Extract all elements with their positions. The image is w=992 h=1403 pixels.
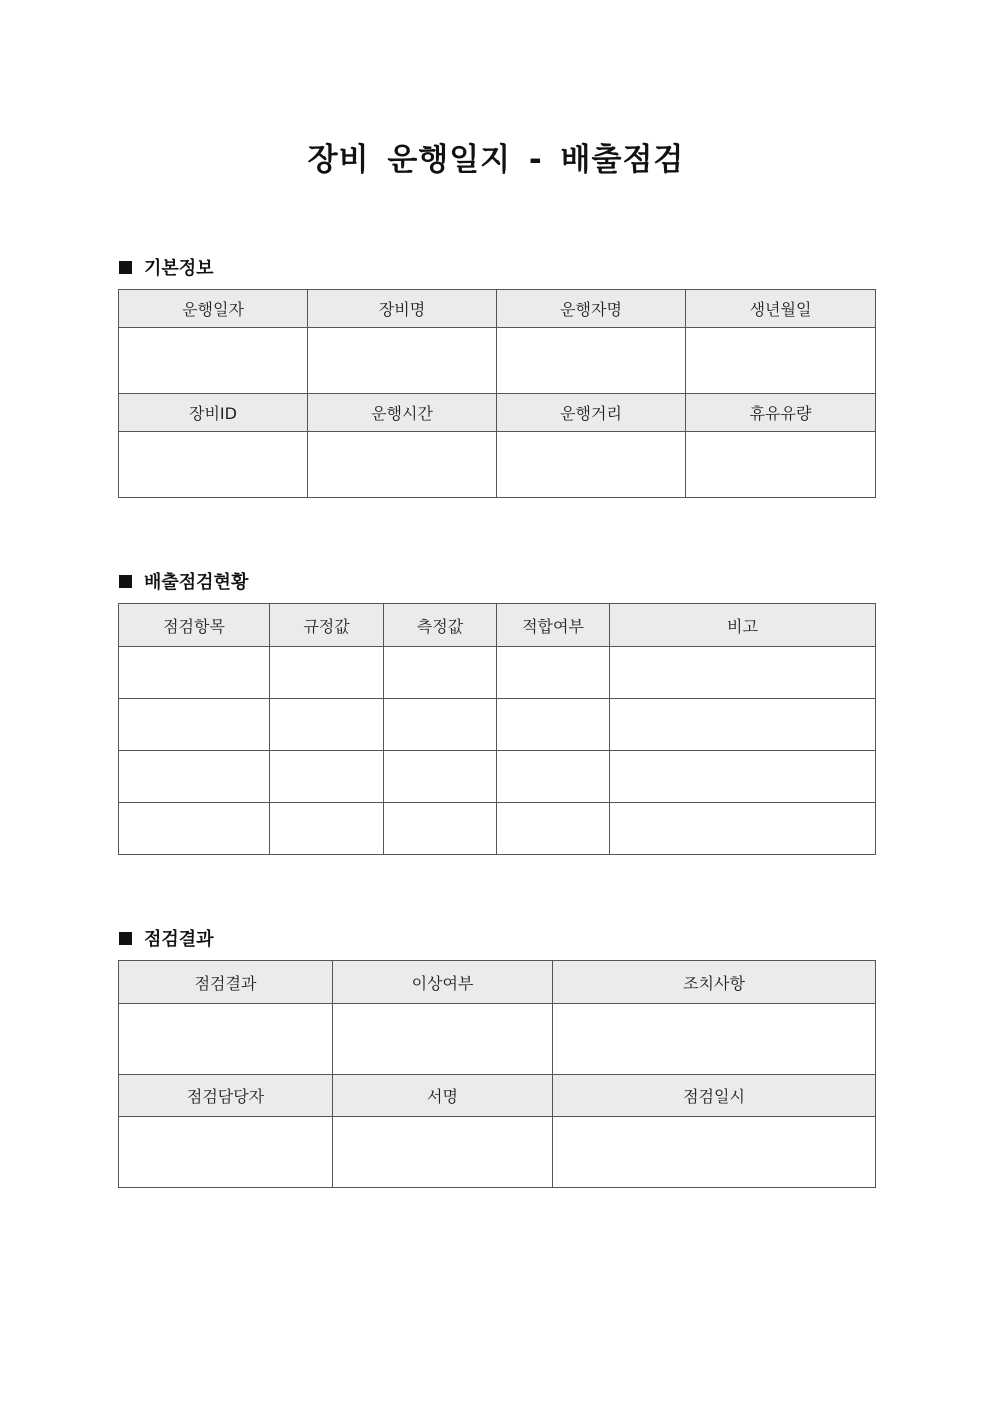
value-cell[interactable]	[610, 647, 876, 699]
value-cell[interactable]	[610, 803, 876, 855]
header-cell: 측정값	[384, 604, 497, 647]
header-cell: 운행시간	[308, 394, 497, 432]
header-cell: 운행거리	[497, 394, 686, 432]
header-cell: 이상여부	[333, 961, 553, 1004]
value-cell-birth-date[interactable]	[686, 328, 876, 394]
table-row	[119, 647, 876, 699]
value-cell-equipment-name[interactable]	[308, 328, 497, 394]
value-cell[interactable]	[384, 699, 497, 751]
square-bullet-icon	[119, 932, 132, 945]
header-cell: 휴유유량	[686, 394, 876, 432]
value-cell[interactable]	[119, 751, 270, 803]
section-heading-basic	[119, 254, 214, 280]
value-cell[interactable]	[497, 803, 610, 855]
section-heading-result	[119, 925, 214, 951]
value-cell[interactable]	[497, 647, 610, 699]
square-bullet-icon	[119, 261, 132, 274]
value-cell[interactable]	[384, 647, 497, 699]
header-cell: 생년월일	[686, 290, 876, 328]
value-cell-inspector[interactable]	[119, 1117, 333, 1188]
header-cell: 장비ID	[119, 394, 308, 432]
value-cell-drive-date[interactable]	[119, 328, 308, 394]
page-title: 장비 운행일지 - 배출점검	[307, 142, 685, 178]
value-cell[interactable]	[119, 647, 270, 699]
table-row	[119, 751, 876, 803]
value-cell[interactable]	[270, 803, 384, 855]
section-heading-label: 배출점검현황	[144, 572, 249, 593]
value-cell[interactable]	[270, 751, 384, 803]
value-cell[interactable]	[497, 751, 610, 803]
emission-check-table	[118, 603, 876, 855]
value-cell[interactable]	[384, 751, 497, 803]
value-cell-fuel-amount[interactable]	[686, 432, 876, 498]
header-cell: 점검결과	[119, 961, 333, 1004]
value-cell-inspection-result[interactable]	[119, 1004, 333, 1075]
inspection-result-table	[118, 960, 876, 1188]
value-cell[interactable]	[610, 751, 876, 803]
header-cell: 운행자명	[497, 290, 686, 328]
header-cell: 비고	[610, 604, 876, 647]
section-heading-label: 기본정보	[144, 258, 214, 279]
value-cell-driver-name[interactable]	[497, 328, 686, 394]
value-cell-signature[interactable]	[333, 1117, 553, 1188]
header-cell: 점검담당자	[119, 1075, 333, 1117]
header-cell: 운행일자	[119, 290, 308, 328]
value-cell[interactable]	[119, 803, 270, 855]
header-cell: 점검일시	[553, 1075, 876, 1117]
value-cell-drive-time[interactable]	[308, 432, 497, 498]
header-cell: 규정값	[270, 604, 384, 647]
table-row	[119, 699, 876, 751]
header-cell: 서명	[333, 1075, 553, 1117]
table-row	[119, 803, 876, 855]
value-cell-action-items[interactable]	[553, 1004, 876, 1075]
value-cell[interactable]	[270, 647, 384, 699]
value-cell-inspection-datetime[interactable]	[553, 1117, 876, 1188]
header-cell: 장비명	[308, 290, 497, 328]
section-heading-emission	[119, 568, 248, 594]
header-cell: 적합여부	[497, 604, 610, 647]
value-cell[interactable]	[610, 699, 876, 751]
header-cell: 조치사항	[553, 961, 876, 1004]
value-cell-equipment-id[interactable]	[119, 432, 308, 498]
header-cell: 점검항목	[119, 604, 270, 647]
value-cell-drive-distance[interactable]	[497, 432, 686, 498]
value-cell[interactable]	[119, 699, 270, 751]
value-cell[interactable]	[270, 699, 384, 751]
value-cell[interactable]	[497, 699, 610, 751]
section-heading-label: 점검결과	[144, 929, 214, 950]
basic-info-table	[118, 289, 876, 498]
value-cell[interactable]	[384, 803, 497, 855]
value-cell-abnormality[interactable]	[333, 1004, 553, 1075]
square-bullet-icon	[119, 575, 132, 588]
